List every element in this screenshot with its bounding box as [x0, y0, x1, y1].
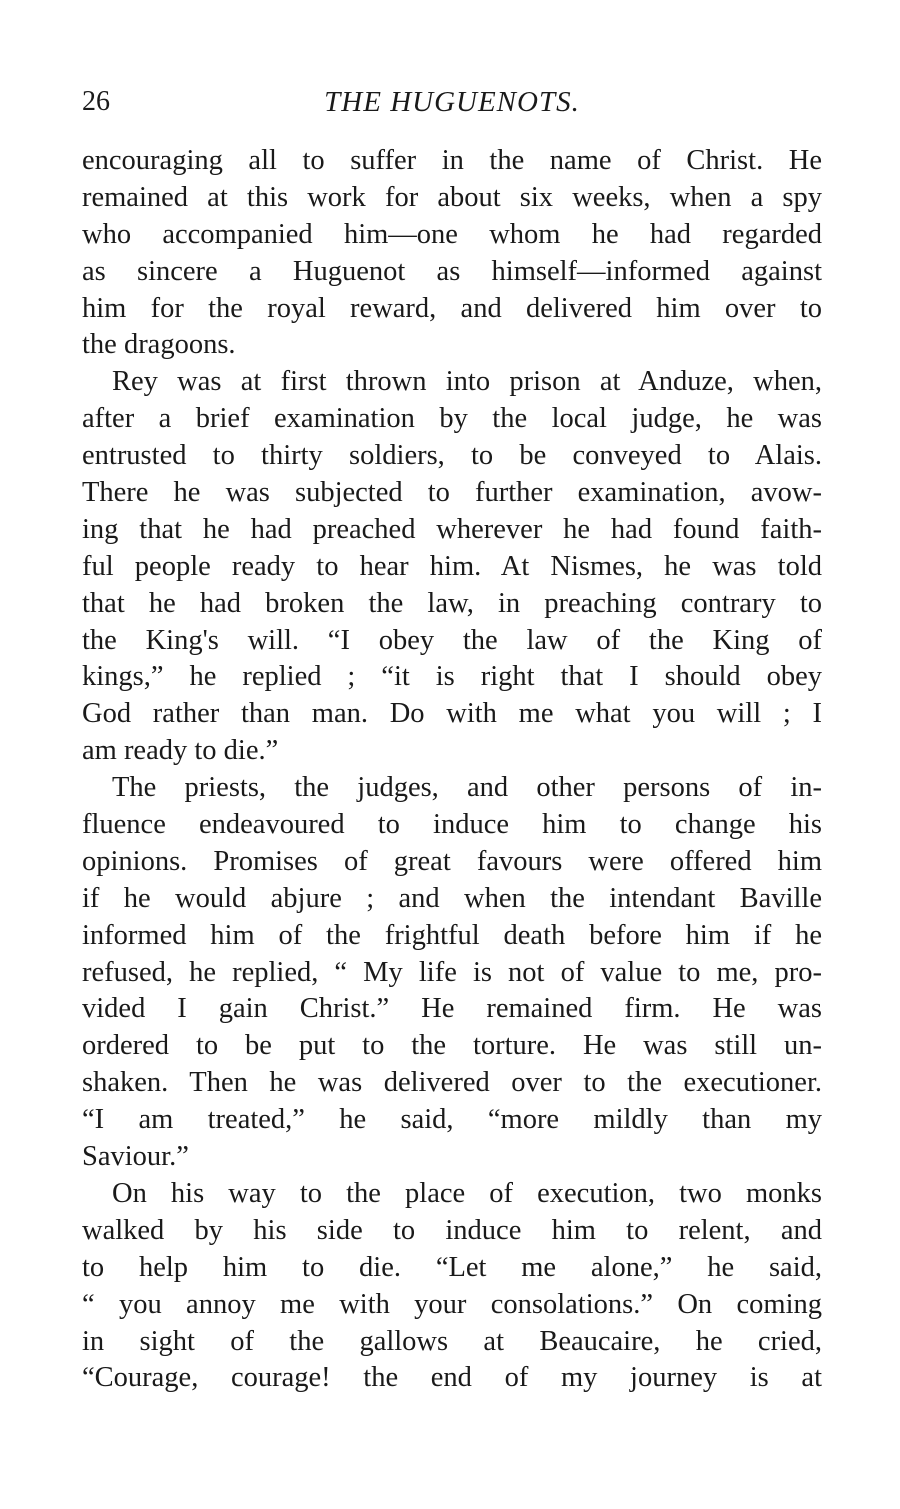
running-title: THE HUGUENOTS. [324, 86, 580, 118]
text-line: walked by his side to induce him to relent, and [82, 1214, 822, 1246]
text-line: that he had broken the law, in preaching contrary to [82, 587, 822, 619]
text-line: to help him to die. “Let me alone,” he said, [82, 1251, 822, 1283]
text-line: ful people ready to hear him. At Nismes, he was told [82, 550, 822, 582]
text-line: the King's will. “I obey the law of the King of [82, 624, 822, 656]
text-line: ing that he had preached wherever he had found faith- [82, 513, 822, 545]
running-head [82, 82, 822, 122]
text-line: shaken. Then he was delivered over to the executioner. [82, 1067, 822, 1099]
text-line: The priests, the judges, and other persons of in- [112, 772, 822, 804]
text-line: Rey was at first thrown into prison at Anduze, when, [112, 366, 822, 398]
text-line: the dragoons. [82, 329, 236, 361]
text-line: who accompanied him—one whom he had regarded [82, 218, 822, 250]
text-line: vided I gain Christ.” He remained firm. He was [82, 993, 822, 1025]
text-line: remained at this work for about six weeks, when a spy [82, 181, 822, 213]
text-line: him for the royal reward, and delivered him over to [82, 292, 822, 324]
text-line: refused, he replied, “ My life is not of value to me, pro- [82, 956, 822, 988]
text-line: informed him of the frightful death before him if he [82, 919, 822, 951]
text-line: God rather than man. Do with me what you will ; I [82, 698, 822, 730]
text-line: in sight of the gallows at Beaucaire, he cried, [82, 1325, 822, 1357]
text-line: On his way to the place of execution, two monks [112, 1177, 822, 1209]
page-number: 26 [82, 86, 110, 117]
text-line: entrusted to thirty soldiers, to be conveyed to Alais. [82, 440, 822, 472]
text-line: encouraging all to suffer in the name of Christ. He [82, 145, 822, 176]
text-line: “ you annoy me with your consolations.” On coming [82, 1288, 822, 1320]
text-line: am ready to die.” [82, 735, 279, 767]
text-line: opinions. Promises of great favours were offered him [82, 845, 822, 877]
text-line: “I am treated,” he said, “more mildly than my [82, 1104, 822, 1136]
text-line: as sincere a Huguenot as himself—informed against [82, 255, 822, 287]
text-line: Saviour.” [82, 1141, 189, 1173]
body-text [82, 143, 822, 1397]
text-line: kings,” he replied ; “it is right that I should obey [82, 661, 822, 693]
text-line: ordered to be put to the torture. He was still un- [82, 1030, 822, 1062]
text-line: after a brief examination by the local judge, he was [82, 403, 822, 435]
text-line: fluence endeavoured to induce him to change his [82, 809, 822, 841]
text-line: if he would abjure ; and when the intendant Baville [82, 882, 822, 914]
text-line: There he was subjected to further examination, avow- [82, 477, 822, 509]
text-line: “Courage, courage! the end of my journey is at [82, 1362, 822, 1394]
